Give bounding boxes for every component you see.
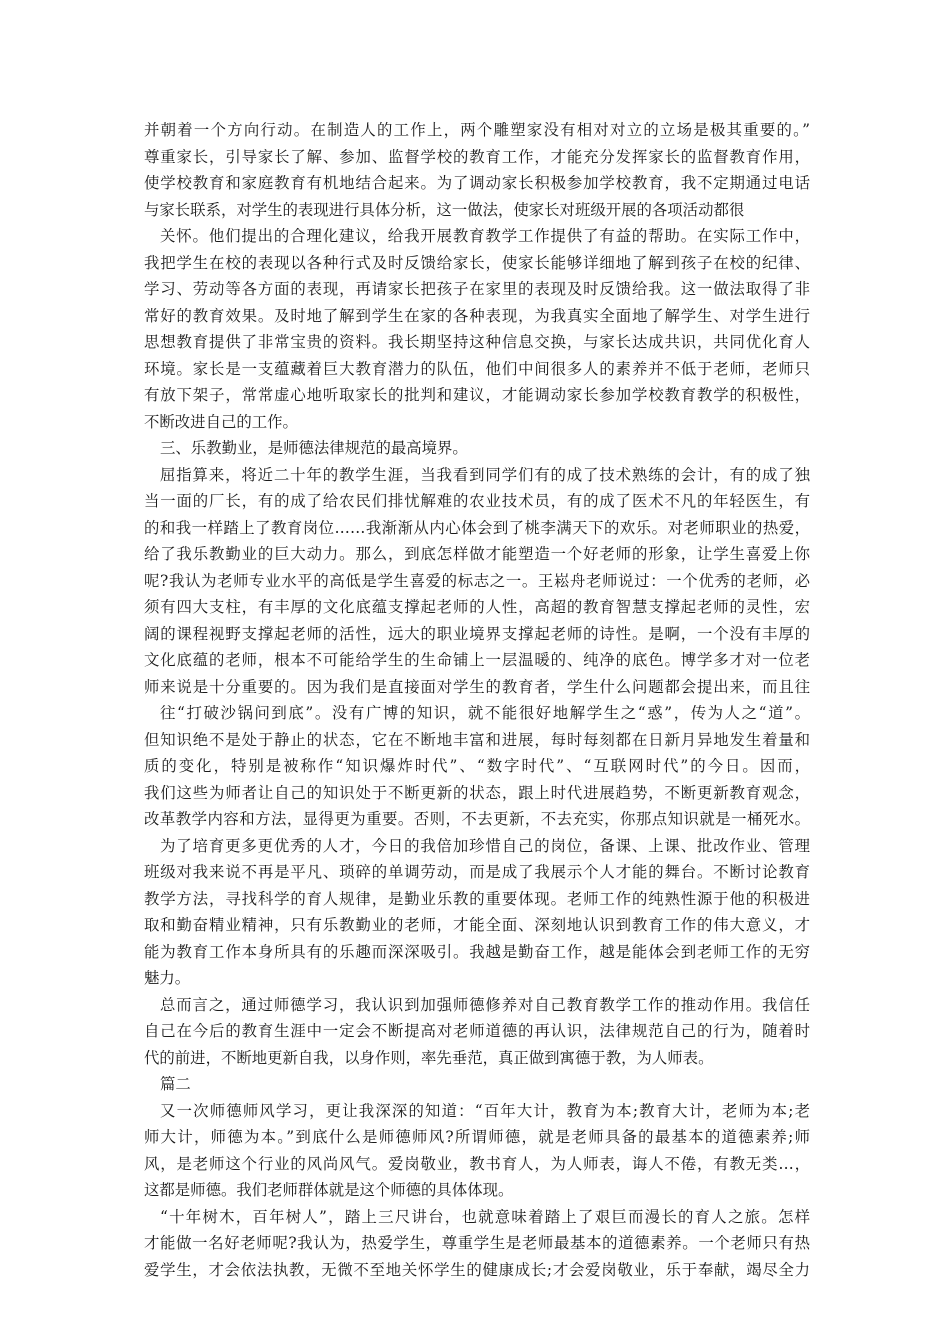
text-line: 环境。家长是一支蕴藏着巨大教育潜力的队伍，他们中间很多人的素养并不低于老师，老师只 — [144, 359, 810, 378]
text-line: 改革教学内容和方法，显得更为重要。否则，不去更新，不去充实，你那点知识就是一桶死水。 — [144, 810, 810, 828]
text-line: 须有四大支柱，有丰厚的文化底蕴支撑起老师的人性，高超的教育智慧支撑起老师的灵性，宏 — [144, 598, 810, 616]
text-line: 呢?我认为老师专业水平的高低是学生喜爱的标志之一。王崧舟老师说过：一个优秀的老师，必 — [144, 571, 810, 590]
text-line: 取和勤奋精业精神，只有乐教勤业的老师，才能全面、深刻地认识到教育工作的伟大意义，才 — [144, 916, 810, 934]
text-line: 风，是老师这个行业的风尚风气。爱岗敬业，教书育人，为人师表，诲人不倦，有教无类…， — [144, 1154, 810, 1173]
text-line: 屈指算来，将近二十年的教学生涯，当我看到同学们有的成了技术熟练的会计，有的成了独 — [160, 465, 810, 484]
text-line: 常好的教育效果。及时地了解到学生在家的各种表现，为我真实全面地了解学生、对学生进行 — [144, 306, 810, 325]
document-body — [144, 117, 810, 1283]
text-line: 总而言之，通过师德学习，我认识到加强师德修养对自己教育教学工作的推动作用。我信任 — [160, 995, 810, 1014]
text-line: 我把学生在校的表现以各种行式及时反馈给家长，使家长能够详细地了解到孩子在校的纪律、 — [144, 253, 810, 272]
text-line: 学习、劳动等各方面的表现，再请家长把孩子在家里的表现及时反馈给我。这一做法取得了非 — [144, 280, 810, 298]
text-line: 爱学生，才会依法执教，无微不至地关怀学生的健康成长;才会爱岗敬业，乐于奉献，竭尽全力 — [144, 1260, 810, 1279]
text-line: 并朝着一个方向行动。在制造人的工作上，两个雕塑家没有相对对立的立场是极其重要的。” — [144, 121, 810, 139]
text-line: 的和我一样踏上了教育岗位……我渐渐从内心体会到了桃李满天下的欢乐。对老师职业的热爱， — [144, 518, 810, 537]
text-line: 班级对我来说不再是平凡、琐碎的单调劳动，而是成了我展示个人才能的舞台。不断讨论教育 — [144, 863, 810, 881]
text-line: 关怀。他们提出的合理化建议，给我开展教育教学工作提供了有益的帮助。在实际工作中， — [160, 227, 810, 245]
text-line: 阔的课程视野支撑起老师的活性，远大的职业境界支撑起老师的诗性。是啊，一个没有丰厚的 — [144, 624, 810, 643]
text-line: 代的前进，不断地更新自我，以身作则，率先垂范，真正做到寓德于教，为人师表。 — [144, 1048, 714, 1067]
text-line: 思想教育提供了非常宝贵的资料。我长期坚持这种信息交换，与家长达成共识，共同优化育人 — [144, 333, 810, 351]
text-line: 我们这些为师者让自己的知识处于不断更新的状态，跟上时代进展趋势，不断更新教育观念， — [144, 783, 810, 802]
text-line: 与家长联系，对学生的表现进行具体分析，这一做法，使家长对班级开展的各项活动都很 — [144, 200, 745, 219]
text-line: 这都是师德。我们老师群体就是这个师德的具体体现。 — [144, 1181, 514, 1199]
section-heading: 三、乐教勤业，是师德法律规范的最高境界。 — [160, 439, 468, 457]
text-line: 当一面的厂长，有的成了给农民们排忧解难的农业技术员，有的成了医术不凡的年轻医生，有 — [144, 492, 810, 510]
text-line: 但知识绝不是处于静止的状态，它在不断地丰富和进展，每时每刻都在日新月异地发生着量和 — [144, 730, 810, 749]
section-title: 篇二 — [160, 1075, 191, 1093]
text-line: 有放下架子，常常虚心地听取家长的批判和建议，才能调动家长参加学校教育教学的积极性， — [144, 386, 810, 404]
text-line: 尊重家长，引导家长了解、参加、监督学校的教育工作，才能充分发挥家长的监督教育作用， — [144, 147, 810, 166]
text-line: 师大计，师德为本。”到底什么是师德师风?所谓师德，就是老师具备的最基本的道德素养;师 — [144, 1128, 810, 1146]
text-line: 师来说是十分重要的。因为我们是直接面对学生的教育者，学生什么问题都会提出来，而且往 — [144, 677, 810, 696]
text-line: 质的变化，特别是被称作“知识爆炸时代”、“数字时代”、“互联网时代”的今日。因而， — [144, 757, 810, 775]
text-line: 魅力。 — [144, 969, 191, 987]
text-line: 教学方法，寻找科学的育人规律，是勤业乐教的重要体现。老师工作的纯熟性源于他的积极进 — [144, 889, 810, 908]
text-line: 文化底蕴的老师，根本不可能给学生的生命铺上一层温暖的、纯净的底色。博学多才对一位老 — [144, 651, 810, 669]
text-line: 给了我乐教勤业的巨大动力。那么，到底怎样做才能塑造一个好老师的形象，让学生喜爱上你 — [144, 545, 810, 563]
text-line: 使学校教育和家庭教育有机地结合起来。为了调动家长积极参加学校教育，我不定期通过电话 — [144, 174, 810, 192]
text-line: 为了培育更多更优秀的人才，今日的我倍加珍惜自己的岗位，备课、上课、批改作业、管理 — [160, 836, 810, 855]
text-line: “十年树木，百年树人”，踏上三尺讲台，也就意味着踏上了艰巨而漫长的育人之旅。怎样 — [160, 1207, 810, 1226]
text-line: 往“打破沙锅问到底”。没有广博的知识，就不能很好地解学生之“惑”，传为人之“道”。 — [160, 704, 810, 722]
text-line: 又一次师德师风学习，更让我深深的知道：“百年大计，教育为本;教育大计，老师为本;老 — [160, 1101, 810, 1120]
text-line: 自己在今后的教育生涯中一定会不断提高对老师道德的再认识，法律规范自己的行为，随着时 — [144, 1022, 810, 1040]
text-line: 不断改进自己的工作。 — [144, 412, 298, 431]
text-line: 才能做一名好老师呢?我认为，热爱学生，尊重学生是老师最基本的道德素养。一个老师只有热 — [144, 1234, 810, 1252]
text-line: 能为教育工作本身所具有的乐趣而深深吸引。我越是勤奋工作，越是能体会到老师工作的无穷 — [144, 942, 810, 961]
